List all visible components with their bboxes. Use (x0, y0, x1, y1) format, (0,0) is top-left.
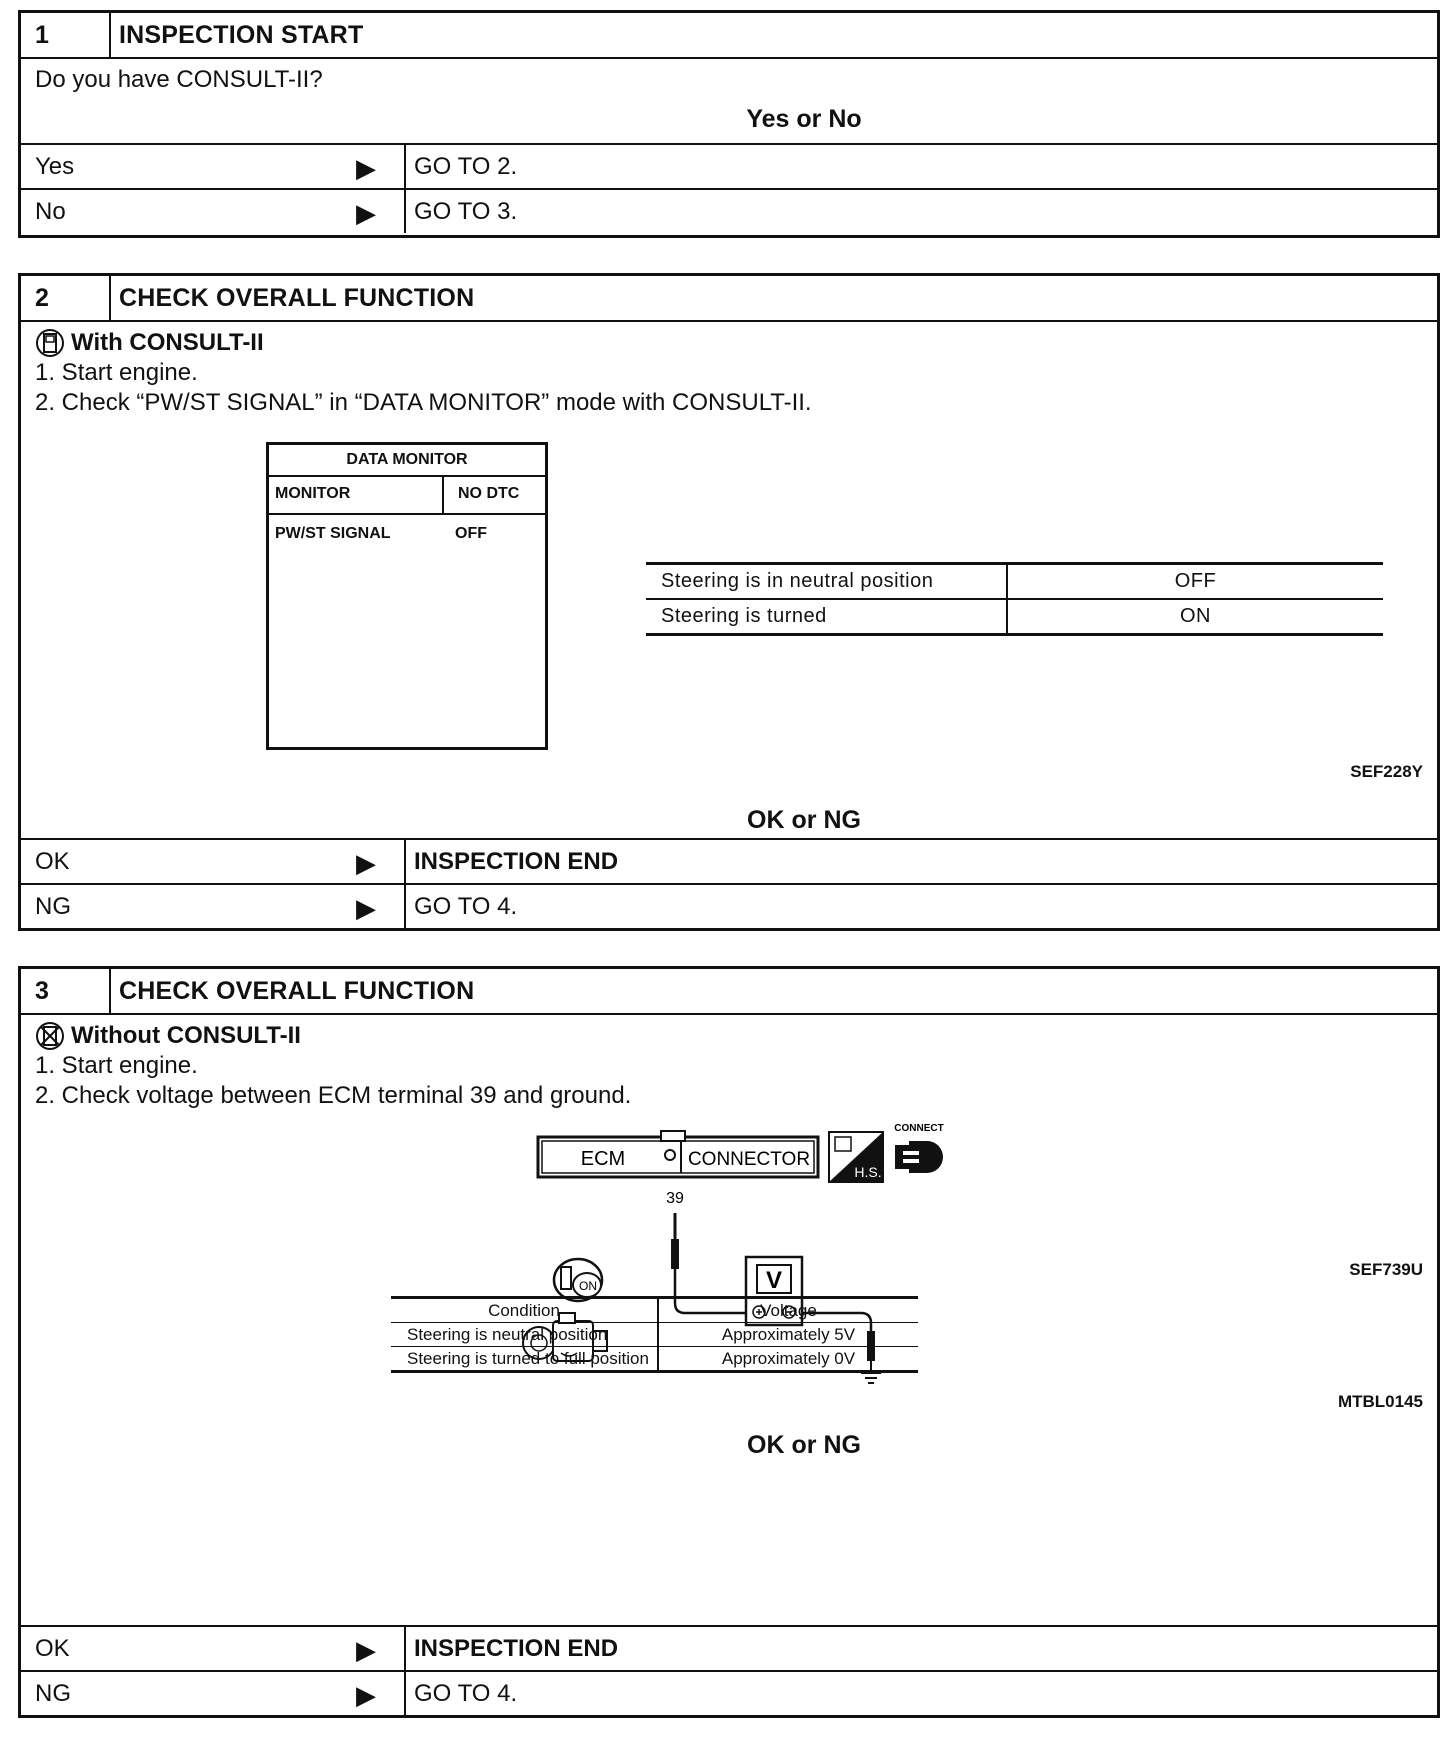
result-condition: OK (35, 1635, 70, 1662)
mode-line (21, 322, 1437, 358)
arrow-right-icon: ▶ (356, 848, 376, 878)
result-action: GO TO 3. (414, 198, 518, 225)
step-1-header (21, 13, 1437, 59)
table-code: MTBL0145 (1337, 1392, 1423, 1411)
consult-icon (35, 328, 65, 358)
step-3-block (18, 966, 1440, 1718)
result-row-ok (21, 1625, 1437, 1670)
connector-label: CONNECTOR (687, 1149, 811, 1170)
ok-ng-prompt: OK or NG (747, 806, 861, 834)
data-monitor-screen (266, 442, 548, 750)
result-row-ok (21, 838, 1437, 883)
monitor-col-header: MONITOR (269, 477, 444, 513)
arrow-right-icon: ▶ (356, 1680, 376, 1710)
step-number: 2 (21, 276, 111, 320)
voltage-table (391, 1296, 918, 1373)
result-action: GO TO 4. (414, 893, 518, 920)
result-condition: No (35, 198, 66, 225)
disconnect-connector-icon (894, 1123, 943, 1173)
step-line: 1. Start engine. (35, 359, 198, 386)
steering-signal-table (646, 562, 1383, 636)
step-line: 2. Check voltage between ECM terminal 39 and ground. (35, 1082, 632, 1109)
table-row (391, 1347, 918, 1370)
result-row-ng (21, 883, 1437, 928)
arrow-right-icon: ▶ (356, 198, 376, 228)
harness-side-icon (829, 1132, 883, 1182)
result-action: INSPECTION END (414, 1635, 619, 1662)
no-dtc-header: NO DTC (458, 485, 520, 502)
condition-header: Condition (391, 1299, 659, 1322)
step-line: 1. Start engine. (35, 1052, 198, 1079)
arrow-right-icon: ▶ (356, 893, 376, 923)
step-title: INSPECTION START (119, 21, 364, 49)
step-line: 2. Check “PW/ST SIGNAL” in “DATA MONITOR” mode with CONSULT-II. (35, 389, 812, 416)
question-text: Do you have CONSULT-II? (35, 66, 323, 93)
table-cell: Steering is turned (646, 600, 1008, 633)
mode-line (21, 1015, 1437, 1051)
svg-text:CONNECT: CONNECT (894, 1123, 944, 1134)
mode-label: Without CONSULT-II (71, 1022, 301, 1049)
step-title: CHECK OVERALL FUNCTION (119, 977, 475, 1005)
step-title: CHECK OVERALL FUNCTION (119, 284, 475, 312)
table-row (391, 1323, 918, 1347)
step-1-block (18, 10, 1440, 238)
step-2-block (18, 273, 1440, 931)
yes-no-prompt: Yes or No (746, 105, 862, 133)
result-row-yes (21, 143, 1437, 188)
result-condition: NG (35, 893, 71, 920)
table-cell: Steering is neutral position (391, 1323, 659, 1346)
arrow-right-icon: ▶ (356, 153, 376, 183)
table-row (646, 565, 1383, 600)
table-cell: OFF (1174, 570, 1217, 592)
result-condition: NG (35, 1680, 71, 1707)
monitor-value: OFF (455, 525, 487, 542)
ok-ng-prompt: OK or NG (747, 1431, 861, 1459)
svg-text:H.S.: H.S. (854, 1164, 882, 1180)
data-monitor-title: DATA MONITOR (269, 445, 545, 477)
mode-label: With CONSULT-II (71, 329, 264, 356)
step-2-header (21, 276, 1437, 322)
monitor-item: PW/ST SIGNAL (275, 525, 391, 542)
result-row-no (21, 188, 1437, 233)
result-condition: OK (35, 848, 70, 875)
terminal-number: 39 (666, 1190, 684, 1207)
ground-icon (861, 1373, 881, 1383)
figure-code: SEF228Y (1350, 762, 1423, 781)
table-cell: Steering is in neutral position (646, 565, 1008, 598)
result-row-ng (21, 1670, 1437, 1715)
result-condition: Yes (35, 153, 75, 180)
svg-text:ON: ON (579, 1279, 597, 1293)
table-header-row (391, 1299, 918, 1323)
svg-text:V: V (765, 1267, 783, 1294)
voltage-header: Voltage (760, 1301, 817, 1320)
step-number: 3 (21, 969, 111, 1013)
table-cell: Steering is turned to full position (391, 1347, 659, 1370)
terminal-pin (665, 1150, 675, 1160)
step-number: 1 (21, 13, 111, 57)
ignition-on-icon (554, 1259, 602, 1301)
table-cell: Approximately 5V (721, 1325, 856, 1344)
table-cell: Approximately 0V (721, 1349, 856, 1368)
table-row (646, 600, 1383, 633)
no-consult-icon (35, 1021, 65, 1051)
figure-code: SEF739U (1349, 1260, 1423, 1279)
arrow-right-icon: ▶ (356, 1635, 376, 1665)
step-3-header (21, 969, 1437, 1015)
result-action: INSPECTION END (414, 848, 619, 875)
result-action: GO TO 2. (414, 153, 518, 180)
ecm-label: ECM (580, 1148, 626, 1170)
table-cell: ON (1180, 605, 1211, 627)
result-action: GO TO 4. (414, 1680, 518, 1707)
